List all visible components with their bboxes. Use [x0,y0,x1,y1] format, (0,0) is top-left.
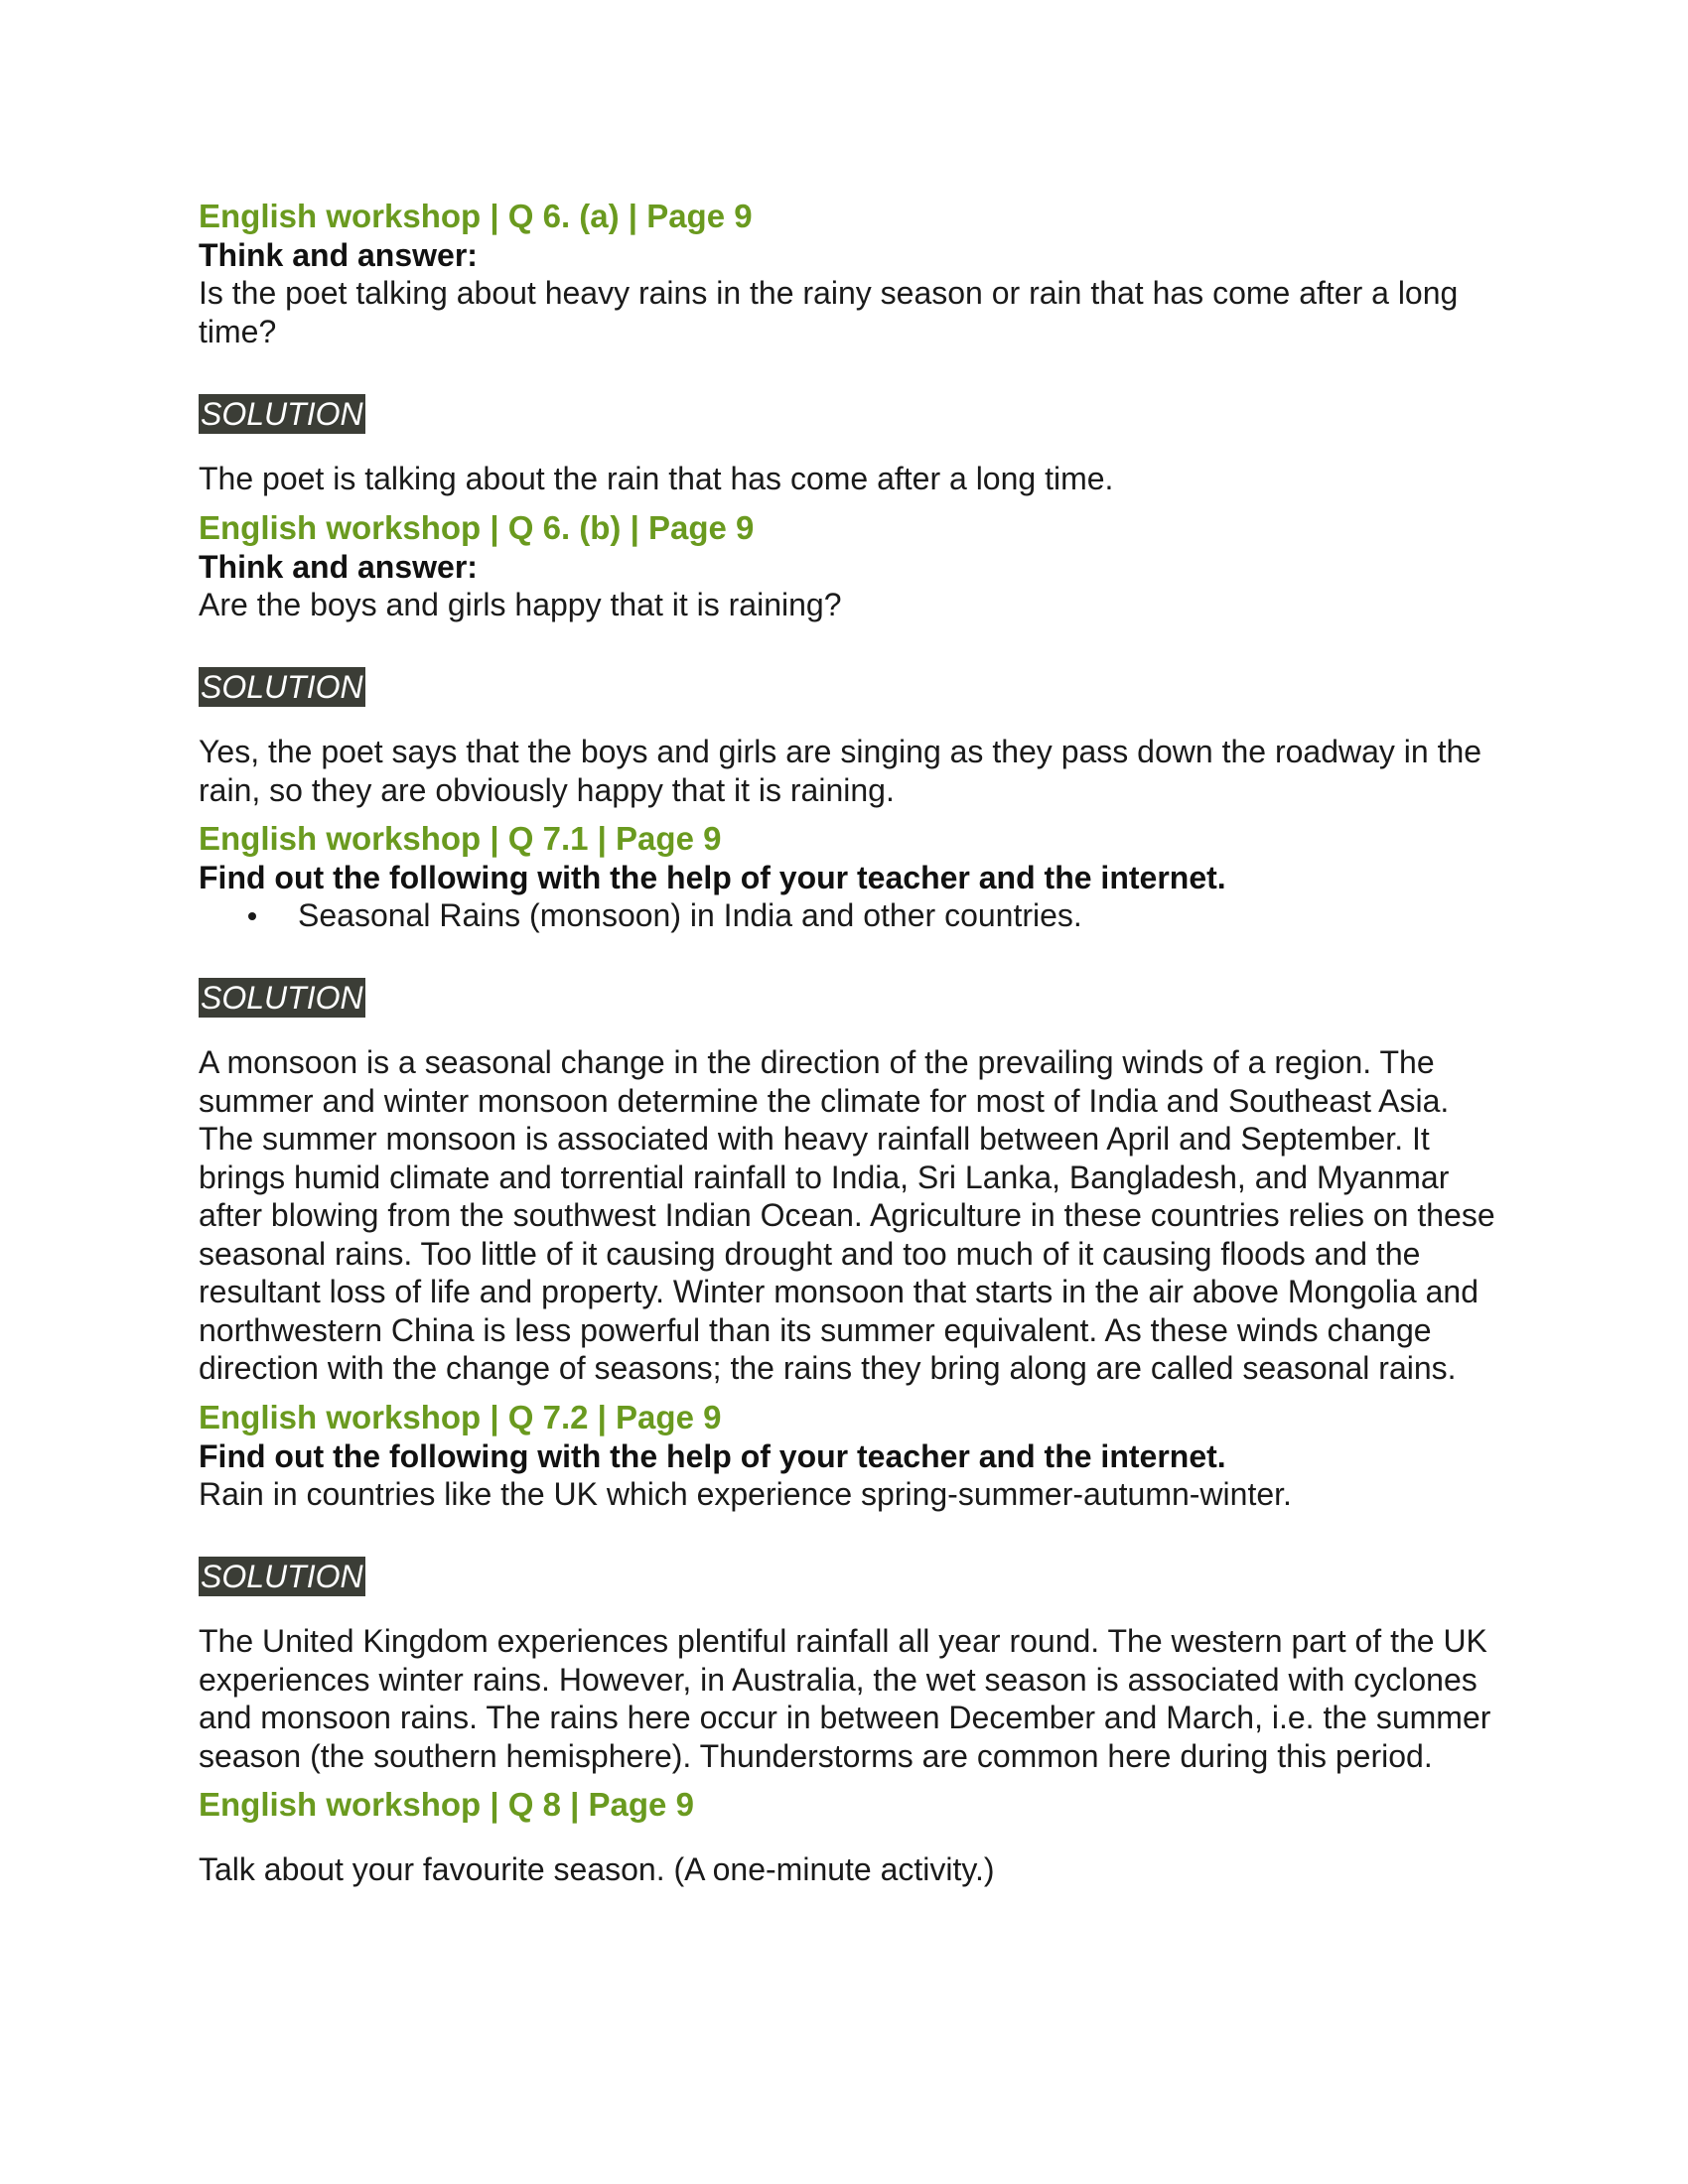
question-prompt: Find out the following with the help of your teacher and the internet. [199,1437,1226,1474]
solution-badge: SOLUTION [201,396,363,432]
answer-text: The United Kingdom experiences plentiful rainfall all year round. The western part of the UK experiences winter rains. However, in Australia, the wet season is associated with cyclones and monsoon rains. The rains here occur in between December and March, i.e. the summer season (the southern hemisphere). Thunderstorms are common here during this period. [199,1623,1491,1774]
solution-badge: SOLUTION [201,669,363,705]
question-heading: English workshop | Q 7.1 | Page 9 [199,820,722,857]
question-section [199,1785,1499,1889]
bullet-icon [248,912,256,920]
question-text: Rain in countries like the UK which experience spring-summer-autumn-winter. [199,1475,1292,1512]
solution-badge: SOLUTION [201,980,363,1016]
question-text: Talk about your favourite season. (A one-minute activity.) [199,1851,995,1887]
question-heading: English workshop | Q 6. (a) | Page 9 [199,198,753,234]
list-item-text: Seasonal Rains (monsoon) in India and other countries. [298,897,1082,933]
question-heading: English workshop | Q 6. (b) | Page 9 [199,508,755,546]
list-item [199,896,1499,934]
answer-text: A monsoon is a seasonal change in the direction of the prevailing winds of a region. The summer and winter monsoon determine the climate for most of India and Southeast Asia. The summer monsoon is associated with heavy rainfall between April and September. It brings humid climate and torrential rainfall to India, Sri Lanka, Bangladesh, and Myanmar after blowing from the southwest Indian Ocean. Agriculture in these countries relies on these seasonal rains. Too little of it causing drought and too much of it causing floods and the resultant loss of life and property. Winter monsoon that starts in the air above Mongolia and northwestern China is less powerful than its summer equivalent. As these winds change direction with the change of seasons; the rains they bring along are called seasonal rains. [199,1044,1495,1386]
question-heading: English workshop | Q 7.2 | Page 9 [199,1398,722,1435]
question-heading: English workshop | Q 8 | Page 9 [199,1786,694,1823]
answer-text: Yes, the poet says that the boys and girls are singing as they pass down the roadway in the rain, so they are obviously happy that it is raining. [199,734,1482,808]
question-section [199,508,1499,810]
question-text: Are the boys and girls happy that it is raining? [199,586,842,622]
document-page [199,197,1499,1889]
question-prompt: Think and answer: [199,548,478,585]
question-section [199,1398,1499,1776]
answer-text: The poet is talking about the rain that has come after a long time. [199,461,1114,496]
question-section [199,819,1499,1388]
bullet-list [199,896,1499,934]
question-text: Is the poet talking about heavy rains in the rainy season or rain that has come after a long time? [199,275,1459,349]
question-section [199,197,1499,498]
solution-badge: SOLUTION [201,1559,363,1594]
question-prompt: Think and answer: [199,237,478,273]
question-prompt: Find out the following with the help of your teacher and the internet. [199,860,1226,895]
